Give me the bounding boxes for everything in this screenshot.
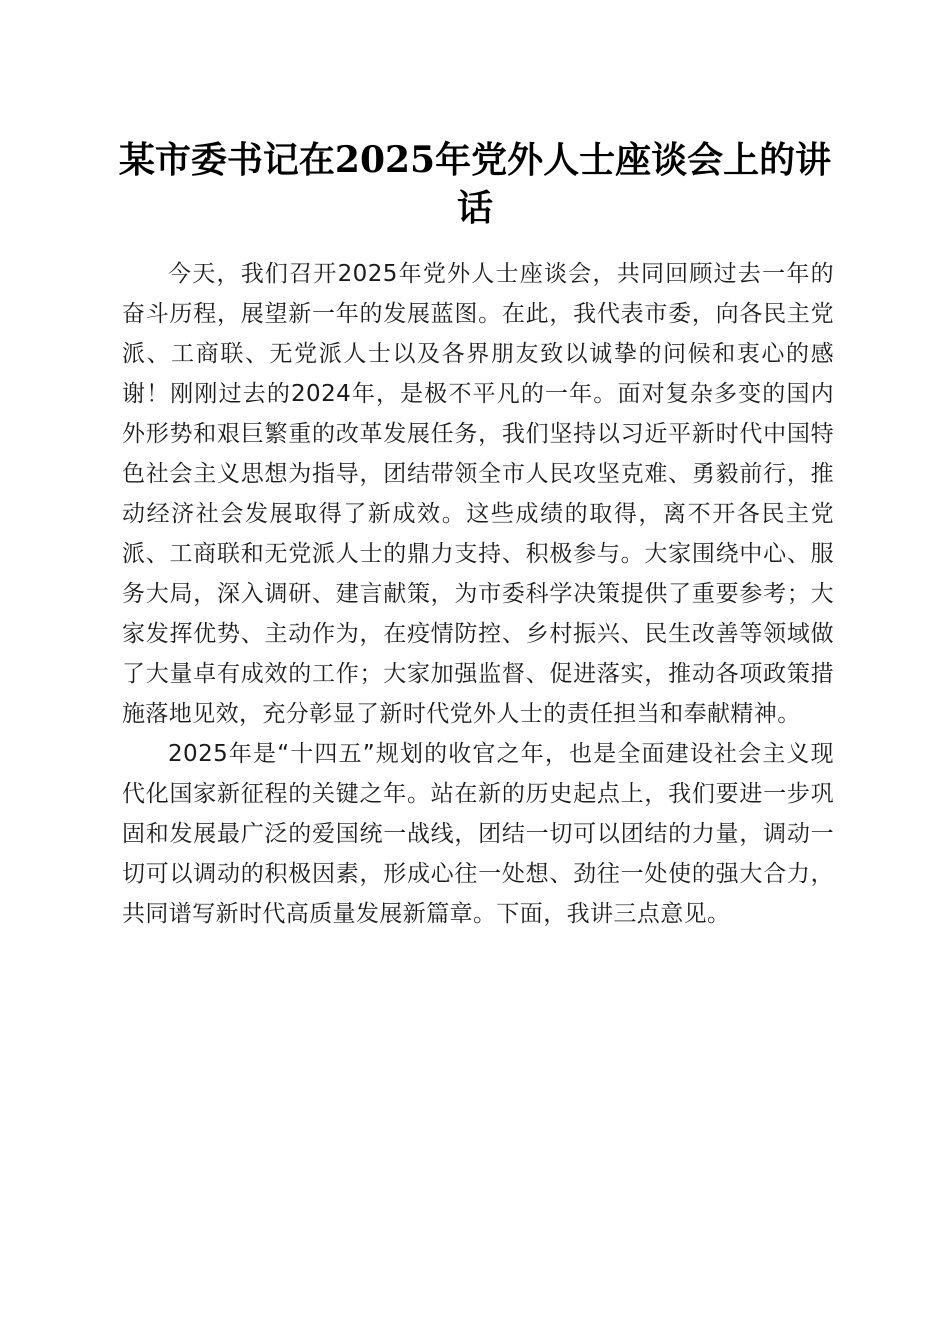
document-title: 某市委书记在2025年党外人士座谈会上的讲话 [118,139,832,229]
paragraph-1: 今天，我们召开2025年党外人士座谈会，共同回顾过去一年的奋斗历程，展望新一年的发展蓝图。在此，我代表市委，向各民主党派、工商联、无党派人士以及各界朋友致以诚挚的问候和衷心的感谢！刚刚过去的2024年，是极不平凡的一年。面对复杂多变的国内外形势和艰巨繁重的改革发展任务，我们坚持以习近平新时代中国特色社会主义思想为指导，团结带领全市人民攻坚克难、勇毅前行，推动经济社会发展取得了新成效。这些成绩的取得，离不开各民主党派、工商联和无党派人士的鼎力支持、积极参与。大家围绕中心、服务大局，深入调研、建言献策，为市委科学决策提供了重要参考；大家发挥优势、主动作为，在疫情防控、乡村振兴、民生改善等领域做了大量卓有成效的工作；大家加强监督、促进落实，推动各项政策措施落地见效，充分彰显了新时代党外人士的责任担当和奉献精神。 [122,261,834,727]
document-body [122,254,834,934]
paragraph-2: 2025年是“十四五”规划的收官之年，也是全面建设社会主义现代化国家新征程的关键之年。站在新的历史起点上，我们要进一步巩固和发展最广泛的爱国统一战线，团结一切可以团结的力量，调动一切可以调动的积极因素，形成心往一处想、劲往一处使的强大合力，共同谱写新时代高质量发展新篇章。下面，我讲三点意见。 [122,741,834,927]
